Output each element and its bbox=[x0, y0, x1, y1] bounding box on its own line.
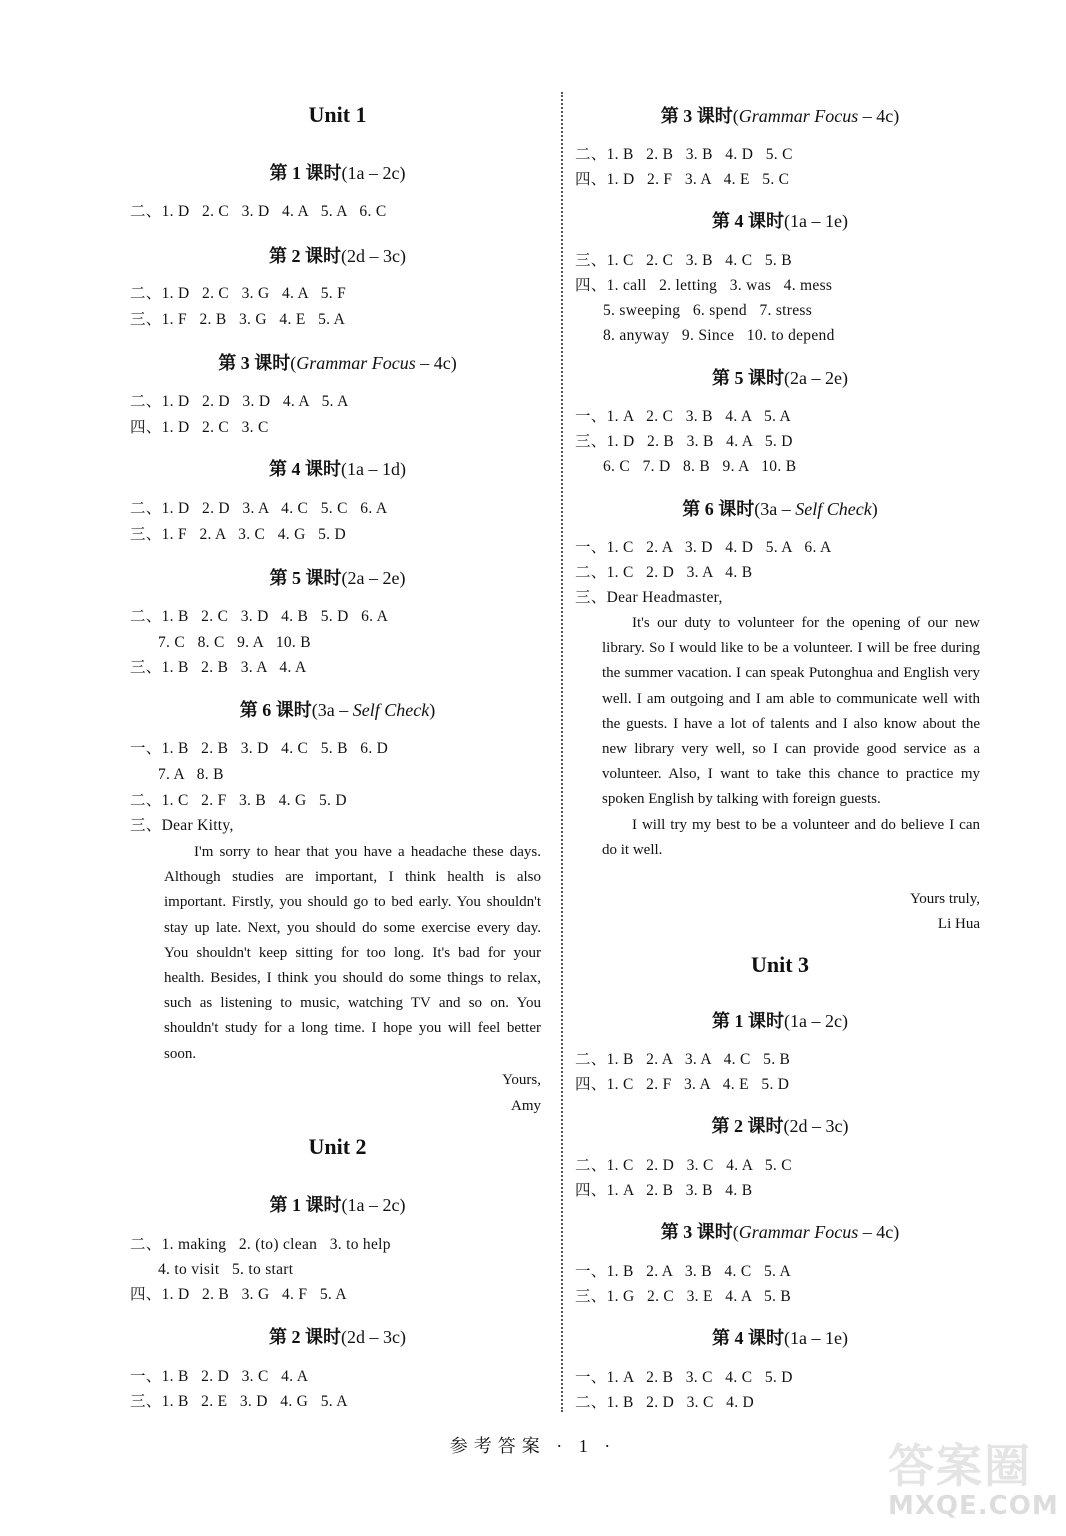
letter-signature: Amy bbox=[511, 1098, 541, 1114]
answer-line: 二、1. D 2. D 3. A 4. C 5. C 6. A bbox=[130, 500, 388, 517]
letter-body-unit1: I'm sorry to hear that you have a headache these days. Although studies are important, I think health is also important. Firstly, you should go to bed early. You shouldn't stay up late. Next, you should do some exercise every day. You shouldn't keep sitting for too long. It's bad for your health. Besides, I think you should do some things to relax, such as listening to music, watching TV and so on. You shouldn't study for a long time. I hope you will feel better soon. bbox=[164, 844, 541, 1062]
answer-line: 7. C 8. C 9. A 10. B bbox=[158, 634, 311, 651]
answer-line: 二、1. C 2. D 3. C 4. A 5. C bbox=[575, 1157, 792, 1174]
answer-line: 三、1. F 2. A 3. C 4. G 5. D bbox=[130, 526, 347, 543]
answer-line: 一、1. B 2. B 3. D 4. C 5. B 6. D bbox=[130, 740, 389, 757]
answer-line: 二、1. B 2. C 3. D 4. B 5. D 6. A bbox=[130, 608, 389, 625]
u1-lesson-3-heading: 第 3 课时(Grammar Focus – 4c) bbox=[218, 353, 457, 373]
answer-line: 三、1. B 2. B 3. A 4. A bbox=[130, 659, 307, 676]
column-divider bbox=[561, 92, 563, 1412]
answer-line: 四、1. D 2. B 3. G 4. F 5. A bbox=[130, 1286, 347, 1303]
u2-lesson-1-heading: 第 1 课时(1a – 2c) bbox=[269, 1195, 406, 1215]
answer-line: 三、1. B 2. E 3. D 4. G 5. A bbox=[130, 1393, 348, 1410]
answer-line: 三、1. D 2. B 3. B 4. A 5. D bbox=[575, 433, 793, 450]
answer-line: 8. anyway 9. Since 10. to depend bbox=[603, 327, 835, 344]
u1-lesson-4-heading: 第 4 课时(1a – 1d) bbox=[269, 459, 406, 479]
answer-line: 四、1. C 2. F 3. A 4. E 5. D bbox=[575, 1076, 790, 1093]
answer-line: 四、1. D 2. F 3. A 4. E 5. C bbox=[575, 171, 790, 188]
unit-1-title: Unit 1 bbox=[308, 102, 367, 127]
answer-line: 6. C 7. D 8. B 9. A 10. B bbox=[603, 458, 797, 475]
answer-line: 7. A 8. B bbox=[158, 766, 224, 783]
u3-lesson-1-heading: 第 1 课时(1a – 2c) bbox=[712, 1011, 848, 1031]
answer-line: 三、Dear Kitty, bbox=[130, 817, 234, 834]
answer-line: 一、1. C 2. A 3. D 4. D 5. A 6. A bbox=[575, 539, 832, 556]
answer-line: 三、1. G 2. C 3. E 4. A 5. B bbox=[575, 1288, 792, 1305]
answer-line: 一、1. B 2. A 3. B 4. C 5. A bbox=[575, 1263, 792, 1280]
u1-lesson-5-heading: 第 5 课时(2a – 2e) bbox=[269, 568, 406, 588]
answer-line: 二、1. B 2. D 3. C 4. D bbox=[575, 1394, 755, 1411]
u3-lesson-3-heading: 第 3 课时(Grammar Focus – 4c) bbox=[660, 1222, 900, 1242]
answer-line: 二、1. D 2. C 3. D 4. A 5. A 6. C bbox=[130, 203, 387, 220]
answer-line: 二、1. making 2. (to) clean 3. to help bbox=[130, 1236, 391, 1253]
answer-line: 4. to visit 5. to start bbox=[158, 1261, 294, 1278]
answer-line: 二、1. C 2. F 3. B 4. G 5. D bbox=[130, 792, 347, 809]
unit-3-title: Unit 3 bbox=[750, 952, 810, 977]
u3-lesson-2-heading: 第 2 课时(2d – 3c) bbox=[711, 1116, 849, 1136]
letter-signature: Li Hua bbox=[937, 916, 980, 932]
answer-line: 一、1. A 2. C 3. B 4. A 5. A bbox=[575, 408, 792, 425]
u2-lesson-4-heading: 第 4 课时(1a – 1e) bbox=[712, 211, 848, 231]
letter-body-unit2: It's our duty to volunteer for the opening of our new library. So I would like to be a volunteer. I will be free during the summer vacation. I can speak Putonghua and English very well. I am outgoing and I am able to communicate well with the guests. I have a lot of talents and I also know about the new library very well, so I can provide good service as a volunteer. Also, I want to take this chance to practice my spoken English by talking with foreign guests. I will try my best to be a volunteer and do believe I can do it well. bbox=[602, 615, 980, 858]
page-footer: 参考答案 · 1 · bbox=[449, 1436, 617, 1456]
watermark-text: 答案圈 bbox=[888, 1439, 1032, 1493]
answer-line: 三、1. C 2. C 3. B 4. C 5. B bbox=[575, 252, 792, 269]
answer-line: 二、1. B 2. B 3. B 4. D 5. C bbox=[575, 146, 793, 163]
u3-lesson-4-heading: 第 4 课时(1a – 1e) bbox=[712, 1328, 848, 1348]
answer-line: 5. sweeping 6. spend 7. stress bbox=[603, 302, 813, 319]
answer-line: 四、1. call 2. letting 3. was 4. mess bbox=[575, 277, 833, 294]
letter-closing: Yours, bbox=[502, 1072, 541, 1088]
answer-line: 二、1. D 2. C 3. G 4. A 5. F bbox=[130, 285, 347, 302]
u1-lesson-2-heading: 第 2 课时(2d – 3c) bbox=[269, 246, 406, 266]
answer-line: 二、1. B 2. A 3. A 4. C 5. B bbox=[575, 1051, 791, 1068]
u1-lesson-6-heading: 第 6 课时(3a – Self Check) bbox=[239, 700, 436, 720]
u2-lesson-5-heading: 第 5 课时(2a – 2e) bbox=[712, 368, 848, 388]
unit-2-title: Unit 2 bbox=[308, 1134, 367, 1159]
answer-line: 二、1. D 2. D 3. D 4. A 5. A bbox=[130, 393, 349, 410]
u2-lesson-3-heading: 第 3 课时(Grammar Focus – 4c) bbox=[660, 106, 900, 126]
letter-closing: Yours truly, bbox=[909, 891, 980, 907]
watermark-url: MXQE.COM bbox=[888, 1491, 1059, 1521]
answer-line: 三、Dear Headmaster, bbox=[575, 589, 723, 606]
answer-line: 三、1. F 2. B 3. G 4. E 5. A bbox=[130, 311, 346, 328]
u2-lesson-6-heading: 第 6 课时(3a – Self Check) bbox=[682, 499, 878, 519]
watermark-logo bbox=[888, 1440, 1058, 1530]
u1-lesson-1-heading: 第 1 课时(1a – 2c) bbox=[269, 163, 406, 183]
answer-line: 一、1. A 2. B 3. C 4. C 5. D bbox=[575, 1369, 793, 1386]
answer-line: 四、1. A 2. B 3. B 4. B bbox=[575, 1182, 753, 1199]
u2-lesson-2-heading: 第 2 课时(2d – 3c) bbox=[269, 1327, 406, 1347]
answer-line: 二、1. C 2. D 3. A 4. B bbox=[575, 564, 753, 581]
answer-line: 四、1. D 2. C 3. C bbox=[130, 419, 269, 436]
answer-line: 一、1. B 2. D 3. C 4. A bbox=[130, 1368, 309, 1385]
